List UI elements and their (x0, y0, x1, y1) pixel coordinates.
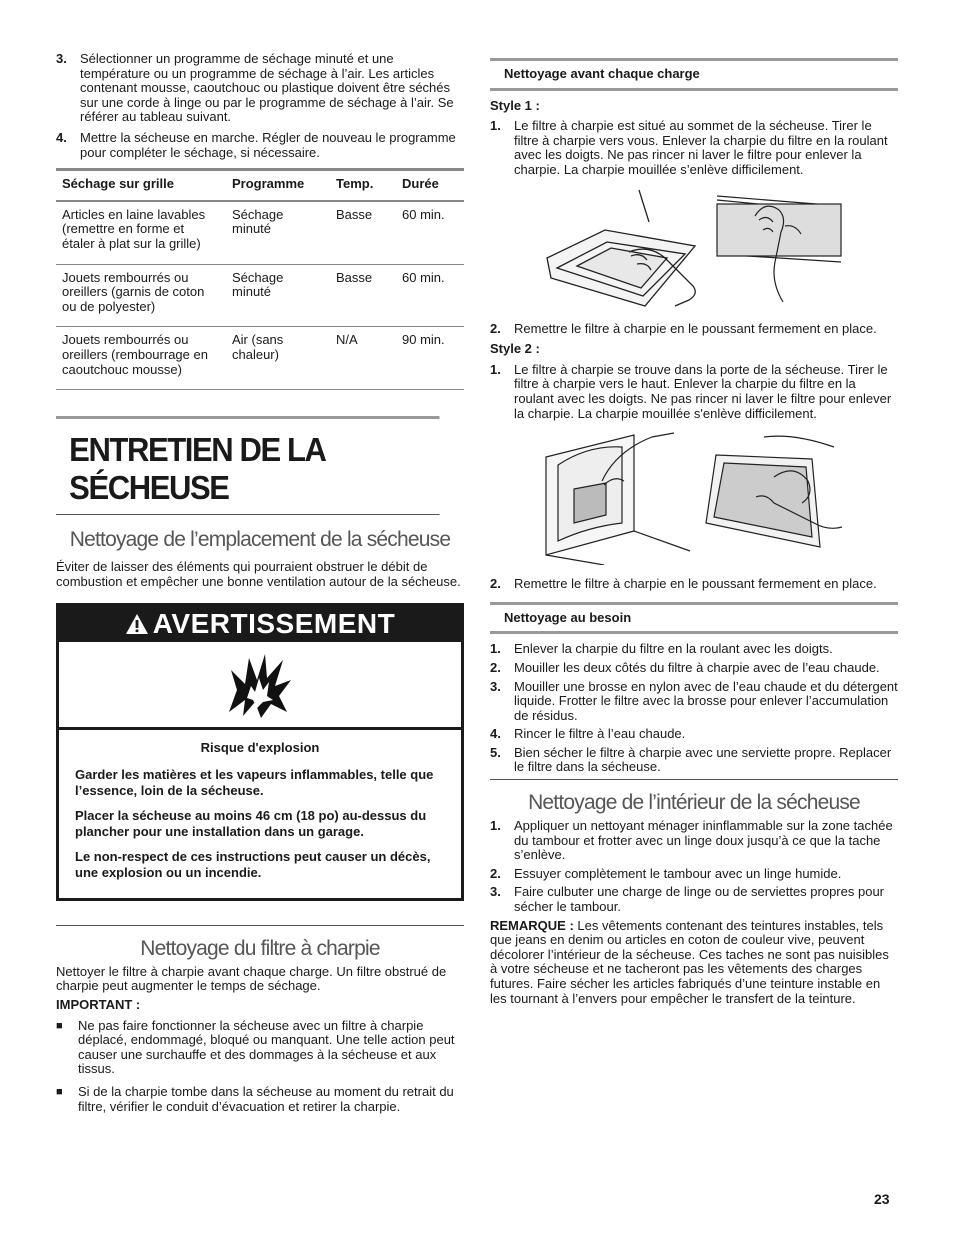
table-cell: 60 min. (396, 201, 464, 264)
warning-triangle-icon (125, 613, 149, 635)
warning-paragraph: Le non-respect de ces instructions peut causer un décès, une explosion ou un incendie. (75, 848, 431, 881)
important-label: IMPORTANT : (56, 996, 141, 1012)
style-1-illustrations (490, 186, 898, 316)
step-number: 2. (490, 865, 501, 881)
step-text: Faire culbuter une charge de linge ou de serviettes propres pour sécher le tambour. (514, 884, 884, 915)
table-cell: 60 min. (396, 264, 464, 327)
bullet-text: Si de la charpie tombe dans la sécheuse au moment du retrait du filtre, vérifier le conduit d’évacuation et retirer la charpie. (78, 1083, 454, 1114)
step-number: 5. (490, 744, 501, 760)
step-text: Le filtre à charpie est situé au sommet de la sécheuse. Tirer le filtre à charpie vers vous. Enlever la charpie du filtre en la roulant avec les doigts. Ne pas rincer ni laver le filtre pour enlever la charpie. La charpie mouillée s’enlève difficilement. (514, 118, 888, 177)
section-text-location: Éviter de laisser des éléments qui pourraient obstruer le débit de combustion et empêcher une bonne ventilation autour de la sécheuse. (56, 559, 461, 589)
list-item (490, 363, 898, 421)
section-title-location: Nettoyage de l’emplacement de la sécheuse (69, 528, 451, 552)
warning-paragraph: Garder les matières et les vapeurs inflammables, telle que l’essence, loin de la sécheuse. (75, 766, 434, 799)
right-column (490, 58, 898, 1006)
as-needed-steps (490, 642, 898, 775)
bullet-square-icon: ■ (56, 1019, 63, 1032)
step-text: Bien sécher le filtre à charpie avec une serviette propre. Replacer le filtre dans la sécheuse. (514, 744, 892, 775)
list-item (490, 680, 898, 724)
step-number: 4. (490, 726, 501, 742)
step-text: Essuyer complètement le tambour avec un linge humide. (514, 865, 842, 881)
left-column (56, 52, 464, 1114)
step-number: 2. (490, 659, 501, 675)
step-text: Remettre le filtre à charpie en le poussant fermement en place. (514, 576, 877, 592)
remark-paragraph (490, 919, 898, 1007)
step-text: Rincer le filtre à l’eau chaude. (514, 726, 686, 742)
list-item (490, 885, 898, 914)
door-lint-filter-illustration (544, 431, 694, 565)
step-text: Sélectionner un programme de séchage minuté et une température ou un programme de séchage à l’air. Les articles contenant mousse, caoutchouc ou plastique doivent être séchés sur une corde à linge ou par le programme de séchage à l’air. Se référer au tableau suivant. (80, 51, 454, 125)
interior-steps (490, 819, 898, 915)
step-text: Mouiller les deux côtés du filtre à charpie avec de l’eau chaude. (514, 659, 880, 675)
table-cell: Basse (330, 201, 396, 264)
bullet-text: Ne pas faire fonctionner la sécheuse avec un filtre à charpie déplacé, endommagé, bloqué ou manquant. Une telle action peut causer une surchauffe et des dommages à la sécheuse et aux tissus. (78, 1017, 455, 1077)
section-title-lint-filter: Nettoyage du filtre à charpie (140, 936, 380, 960)
table-cell: Articles en laine lavables (remettre en forme et étaler à plat sur la grille) (56, 201, 226, 264)
step-text: Enlever la charpie du filtre en la roulant avec les doigts. (514, 641, 833, 657)
section-title-interior: Nettoyage de l’intérieur de la sécheuse (528, 791, 860, 815)
subheading-before-each-load: Nettoyage avant chaque charge (490, 58, 898, 91)
table-cell: Basse (330, 264, 396, 327)
step-number: 1. (490, 118, 501, 134)
warning-body (59, 730, 461, 898)
style-2-illustrations (490, 431, 898, 569)
filter-cleaning-illustration (704, 431, 844, 561)
list-item (490, 727, 898, 742)
list-item (490, 661, 898, 676)
table-row (56, 327, 464, 390)
table-cell: Air (sans chaleur) (226, 327, 330, 390)
remark-text: Les vêtements contenant des teintures instables, tels que jeans en denim ou articles en coton de couleur vive, peuvent décolorer l’intérieur de la sécheuse. Ces taches ne sont pas nuisibles à votre sécheuse et ne tacheront pas les vêtements des charges futures. Faire sécher les articles fabriqués d’une teinture instable en les tournant à l’envers pour empêcher le transfert de la teinture. (490, 917, 889, 1006)
page-number: 23 (874, 1191, 890, 1207)
warning-header (59, 606, 461, 642)
section-divider (490, 779, 898, 780)
step-3 (56, 52, 464, 125)
step-number: 2. (490, 576, 501, 592)
step-number: 1. (490, 818, 501, 834)
step-number: 1. (490, 641, 501, 657)
subheading-as-needed: Nettoyage au besoin (490, 602, 898, 635)
table-cell: Séchage minuté (226, 201, 330, 264)
warning-icon-area (59, 642, 461, 730)
list-item (490, 642, 898, 657)
list-item (490, 746, 898, 775)
step-number: 3. (490, 884, 501, 900)
table-header: Durée (396, 170, 464, 201)
list-item (490, 577, 898, 592)
list-item (490, 819, 898, 863)
list-item (490, 867, 898, 882)
section-divider (56, 925, 464, 926)
warning-title: Risque d'explosion (200, 740, 320, 756)
step-text: Remettre le filtre à charpie en le poussant fermement en place. (514, 320, 877, 336)
warning-paragraph: Placer la sécheuse au moins 46 cm (18 po) au-dessus du plancher pour une installation dans un garage. (75, 807, 427, 840)
table-cell: Jouets rembourrés ou oreillers (garnis de coton ou de polyester) (56, 264, 226, 327)
list-item (490, 119, 898, 177)
table-header-row (56, 170, 464, 201)
top-lint-filter-illustration (545, 186, 705, 314)
list-item (56, 1019, 464, 1077)
table-cell: Séchage minuté (226, 264, 330, 327)
step-number: 3. (490, 678, 501, 694)
lint-removal-illustration (715, 186, 843, 308)
step-number: 3. (56, 51, 67, 66)
list-item (490, 322, 898, 337)
remark-label: REMARQUE : (490, 917, 574, 933)
table-row (56, 201, 464, 264)
table-row (56, 264, 464, 327)
step-number: 4. (56, 129, 67, 145)
step-text: Appliquer un nettoyant ménager ininflammable sur la zone tachée du tambour et frotter avec un linge doux jusqu’à ce que la tache s’enlève. (514, 818, 893, 863)
page-title: ENTRETIEN DE LA SÉCHEUSE (56, 416, 440, 515)
step-4 (56, 131, 464, 160)
step-number: 2. (490, 320, 501, 336)
table-header: Séchage sur grille (56, 170, 226, 201)
step-text: Mettre la sécheuse en marche. Régler de nouveau le programme pour compléter le séchage, si nécessaire. (80, 129, 456, 160)
step-number: 1. (490, 361, 501, 377)
warning-box (56, 603, 464, 901)
style-1-label: Style 1 : (490, 97, 540, 113)
explosion-icon (225, 650, 295, 720)
list-item (56, 1085, 464, 1114)
table-header: Temp. (330, 170, 396, 201)
style-2-label: Style 2 : (490, 341, 540, 357)
section-text-lint-filter: Nettoyer le filtre à charpie avant chaque charge. Un filtre obstrué de charpie peut augmenter le temps de séchage. (56, 963, 447, 994)
table-header: Programme (226, 170, 330, 201)
step-text: Mouiller une brosse en nylon avec de l’eau chaude et du détergent liquide. Frotter le filtre avec la brosse pour enlever l’accumulation de résidus. (514, 678, 898, 723)
warning-header-text: AVERTISSEMENT (152, 608, 396, 640)
table-cell: N/A (330, 327, 396, 390)
table-cell: 90 min. (396, 327, 464, 390)
drying-rack-table (56, 168, 464, 390)
bullet-square-icon: ■ (56, 1085, 63, 1098)
table-cell: Jouets rembourrés ou oreillers (rembourrage en caoutchouc mousse) (56, 327, 226, 390)
step-text: Le filtre à charpie se trouve dans la porte de la sécheuse. Tirer le filtre à charpie vers le haut. Enlever la charpie du filtre en la roulant avec les doigts. Ne pas rincer ni laver le filtre pour enlever la charpie. La charpie mouillée s'enlève difficilement. (514, 361, 892, 421)
